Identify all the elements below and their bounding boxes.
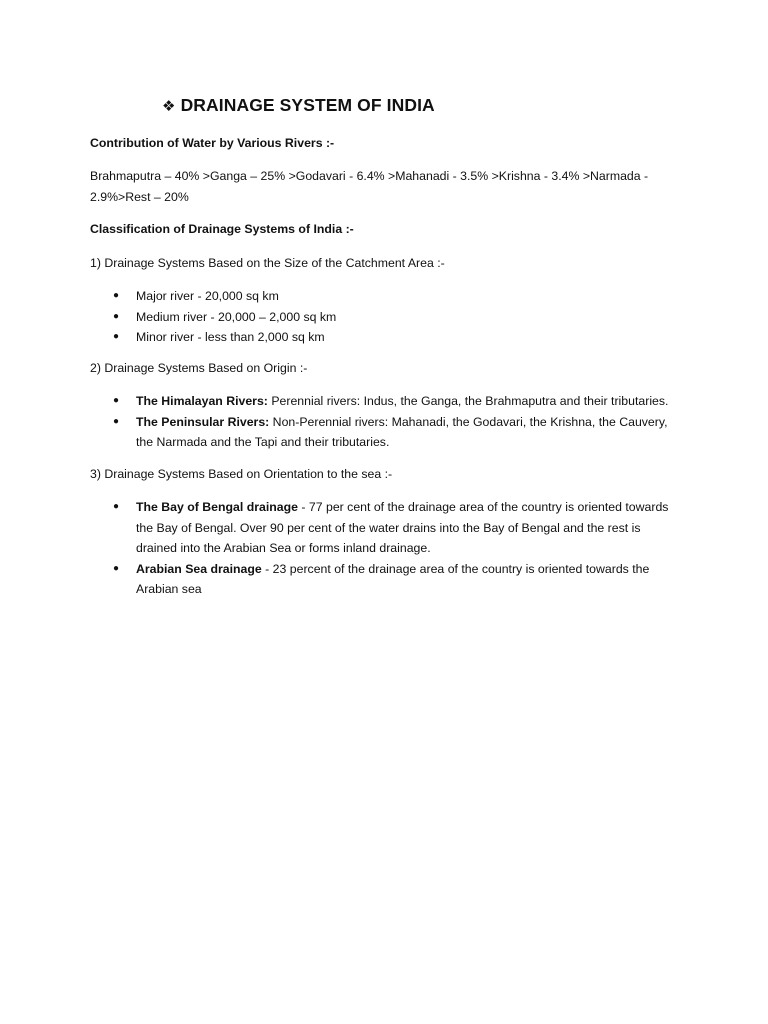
- list-item: [90, 391, 668, 412]
- list-item-text: Medium river - 20,000 – 2,000 sq km: [136, 309, 337, 324]
- bullet-icon: ●: [113, 501, 120, 512]
- classification-heading: Classification of Drainage Systems of India :-: [90, 222, 354, 236]
- list-item: [90, 286, 336, 307]
- section-1-heading: 1) Drainage Systems Based on the Size of the Catchment Area :-: [90, 256, 445, 270]
- list-item-bold-label: The Peninsular Rivers:: [136, 414, 270, 429]
- contribution-line-2: 2.9%>Rest – 20%: [90, 190, 189, 204]
- bullet-icon: ●: [113, 310, 120, 322]
- list-item-text-continued: the Bay of Bengal. Over 90 per cent of the water drains into the Bay of Bengal and the rest is: [136, 520, 641, 535]
- list-item-bold-label: Arabian Sea drainage: [136, 561, 262, 576]
- bullet-icon: ●: [113, 395, 120, 406]
- list-item: [90, 307, 336, 328]
- list-item-bold-label: The Bay of Bengal drainage: [136, 500, 298, 514]
- list-item-text: - 77 per cent of the drainage area of the country is oriented towards: [297, 500, 669, 514]
- list-item: [90, 497, 668, 559]
- bullet-icon: ●: [113, 562, 120, 574]
- list-item-text-continued: the Narmada and the Tapi and their tributaries.: [136, 435, 390, 449]
- section-1-list: [90, 286, 336, 348]
- page-title: [162, 95, 435, 116]
- bullet-icon: ●: [113, 331, 120, 342]
- list-item-text-continued: drained into the Arabian Sea or forms inland drainage.: [136, 541, 431, 555]
- diamond-bullet-icon: ❖: [162, 98, 176, 115]
- page-title-text: DRAINAGE SYSTEM OF INDIA: [180, 95, 435, 115]
- list-item: [90, 412, 668, 453]
- list-item: [90, 327, 336, 348]
- bullet-icon: ●: [113, 290, 120, 301]
- contribution-line-1: Brahmaputra – 40% >Ganga – 25% >Godavari - 6.4% >Mahanadi - 3.5% >Krishna - 3.4% >Narmada -: [90, 169, 649, 183]
- bullet-icon: ●: [113, 415, 120, 427]
- list-item-text-continued: Arabian sea: [136, 582, 202, 596]
- section-2-list: [90, 391, 668, 453]
- list-item-text: Major river - 20,000 sq km: [136, 289, 279, 303]
- section-2-heading: 2) Drainage Systems Based on Origin :-: [90, 361, 308, 375]
- contribution-heading: Contribution of Water by Various Rivers :-: [90, 136, 335, 150]
- list-item-text: - 23 percent of the drainage area of the country is oriented towards the: [261, 561, 650, 576]
- list-item: [90, 559, 668, 600]
- list-item-text: Non-Perennial rivers: Mahanadi, the Godavari, the Krishna, the Cauvery,: [269, 414, 668, 429]
- list-item-text: Minor river - less than 2,000 sq km: [136, 330, 325, 344]
- section-3-list: [90, 497, 668, 600]
- section-3-heading: 3) Drainage Systems Based on Orientation to the sea :-: [90, 467, 393, 481]
- list-item-text: Perennial rivers: Indus, the Ganga, the Brahmaputra and their tributaries.: [267, 394, 669, 408]
- list-item-bold-label: The Himalayan Rivers:: [136, 394, 268, 408]
